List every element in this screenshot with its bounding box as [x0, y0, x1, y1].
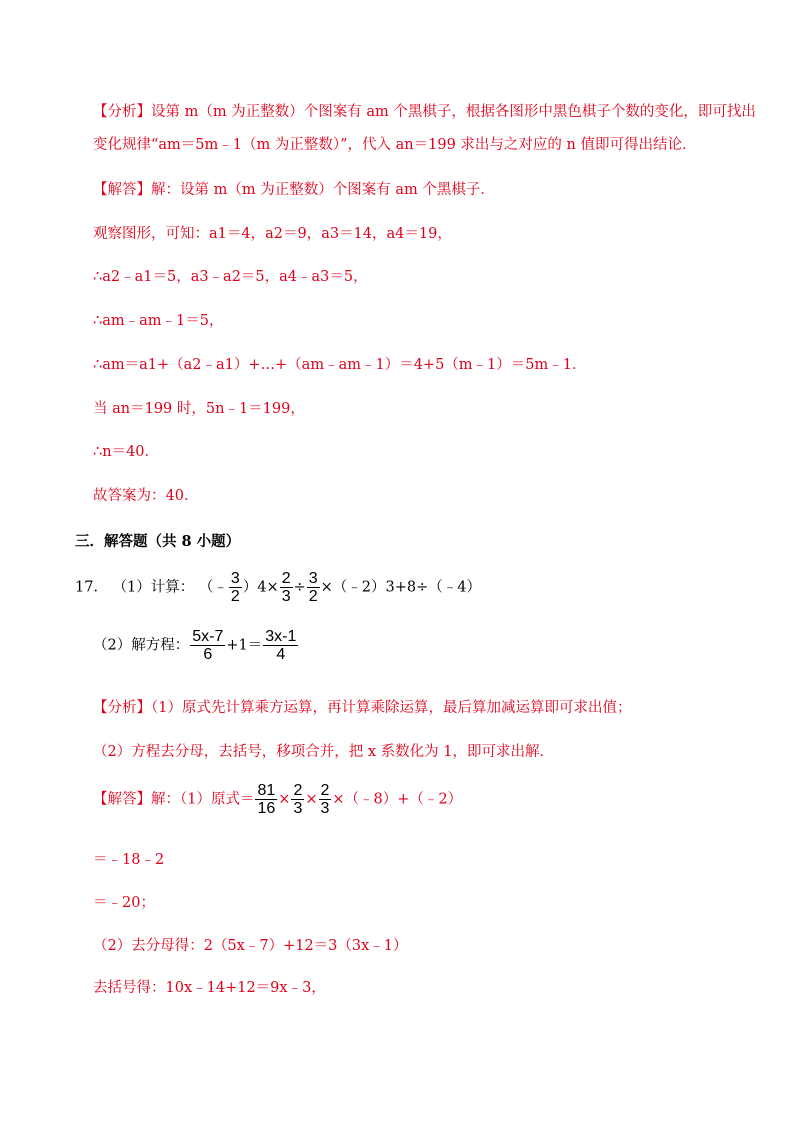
solution-16-line-5: ∴am＝a1+（a2﹣a1）+…+（am﹣am﹣1）＝4+5（m﹣1）＝5m﹣1．	[93, 357, 587, 373]
solution-16-line-1: 【解答】解：设第 m（m 为正整数）个图案有 am 个黑棋子．	[93, 182, 495, 198]
solution-17-line-1	[93, 782, 462, 817]
part-1-label: （1）计算：	[112, 579, 195, 596]
solution-16-line-6: 当 an＝199 时，5n﹣1＝199，	[93, 401, 305, 417]
fraction-2-over-3-c: $\frac{2}{3}$	[293, 782, 303, 817]
part-2-label: （2）解方程：	[93, 637, 190, 654]
solution-17-prefix: 【解答】解：（1）原式＝	[93, 791, 255, 808]
part-2-mid: +1＝	[226, 637, 263, 654]
solution-16-line-2: 观察图形，可知：a1＝4，a2＝9，a3＝14，a4＝19，	[93, 226, 452, 242]
section-3-title: 三．解答题（共 8 小题）	[75, 533, 241, 550]
analysis-16-line-1: 【分析】设第 m（m 为正整数）个图案有 am 个黑棋子，根据各图形中黑色棋子个数的变化，即可找出	[93, 104, 756, 120]
solution-17-tail: ×（﹣8）+（﹣2）	[332, 791, 463, 808]
fraction-3-over-2-b: $\frac{3}{2}$	[308, 570, 318, 605]
fraction-81-over-16: $\frac{81}{16}$	[257, 782, 276, 817]
solution-17-line-4: （2）去分母得：2（5x﹣7）+12＝3（3x﹣1）	[93, 938, 408, 954]
question-17-part-2	[93, 628, 299, 663]
fraction-2-over-3: $\frac{2}{3}$	[281, 570, 291, 605]
analysis-17-line-1: 【分析】（1）原式先计算乘方运算，再计算乘除运算，最后算加减运算即可求出值；	[93, 700, 632, 716]
fraction-3x-1-over-4: $\frac{3x-1}{4}$	[265, 628, 297, 663]
question-17-number: 17．	[75, 579, 108, 596]
times-sign: ×	[278, 791, 291, 808]
divide-sign: ÷	[293, 579, 306, 596]
question-17-part-1	[75, 570, 481, 605]
solution-17-line-5: 去括号得：10x﹣14+12＝9x﹣3，	[93, 980, 326, 996]
solution-16-line-4: ∴am﹣am﹣1＝5，	[93, 313, 224, 329]
analysis-16-line-2: 变化规律“am＝5m﹣1（m 为正整数）”，代入 an＝199 求出与之对应的 n 值即可得出结论．	[93, 137, 697, 153]
fraction-3-over-2: $\frac{3}{2}$	[230, 570, 240, 605]
part-1-tail: ×（﹣2）3+8÷（﹣4）	[320, 579, 482, 596]
open-paren: （﹣	[198, 579, 228, 596]
solution-16-line-8: 故答案为：40．	[93, 488, 199, 504]
solution-17-line-2: ＝﹣18﹣2	[93, 852, 165, 868]
solution-16-line-3: ∴a2﹣a1＝5，a3﹣a2＝5，a4﹣a3＝5，	[93, 269, 368, 285]
times-sign-2: ×	[305, 791, 318, 808]
solution-17-line-3: ＝﹣20；	[93, 895, 155, 911]
analysis-17-line-2: （2）方程去分母，去括号，移项合并，把 x 系数化为 1，即可求出解．	[93, 744, 554, 760]
power-times: ）4×	[242, 579, 279, 596]
fraction-5x-7-over-6: $\frac{5x-7}{6}$	[192, 628, 224, 663]
fraction-2-over-3-d: $\frac{2}{3}$	[320, 782, 330, 817]
solution-16-line-7: ∴n＝40．	[93, 444, 160, 460]
